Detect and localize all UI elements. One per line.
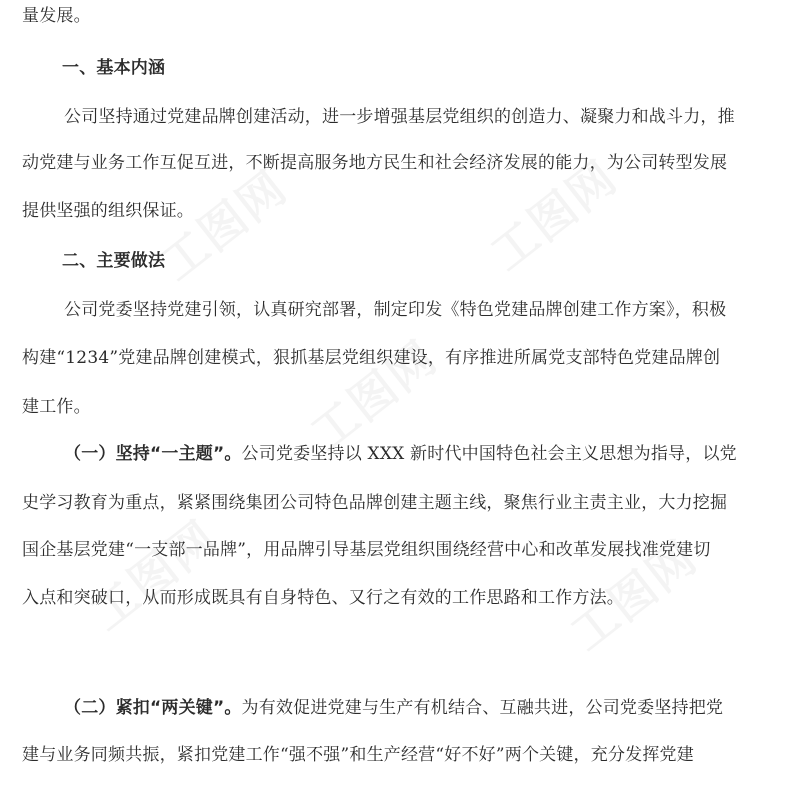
subsection-body: 为有效促进党建与生产有机结合、互融共进，公司党委坚持把党 xyxy=(241,698,724,718)
subsection-body: 公司党委坚持以 XXX 新时代中国特色社会主义思想为指导，以党 xyxy=(241,444,737,464)
text-line xyxy=(0,294,800,326)
text-line-content: 建与业务同频共振，紧扣党建工作“强不强”和生产经营“好不好”两个关键，充分发挥党建 xyxy=(22,745,694,765)
text-line xyxy=(0,582,800,614)
text-line xyxy=(0,692,800,724)
text-line-content: 构建“1234”党建品牌创建模式，狠抓基层党组织建设，有序推进所属党支部特色党建品牌创 xyxy=(22,348,721,368)
text-line-content: 公司党委坚持党建引领，认真研究部署，制定印发《特色党建品牌创建工作方案》，积极 xyxy=(64,300,727,320)
text-line-content: 提供坚强的组织保证。 xyxy=(22,201,194,221)
text-line-content: 史学习教育为重点，紧紧围绕集团公司特色品牌创建主题主线，聚焦行业主责主业，大力挖掘 xyxy=(22,493,728,513)
text-line xyxy=(0,147,800,179)
text-line xyxy=(0,342,800,374)
text-line-content xyxy=(64,692,723,724)
text-line xyxy=(0,101,800,133)
text-line-content: 动党建与业务工作互促互进，不断提高服务地方民生和社会经济发展的能力，为公司转型发展 xyxy=(22,153,728,173)
text-line-content: 公司坚持通过党建品牌创建活动，进一步增强基层党组织的创造力、凝聚力和战斗力，推 xyxy=(64,107,735,127)
section-heading-text: 一、基本内涵 xyxy=(62,58,166,78)
watermark xyxy=(75,503,229,644)
section-heading xyxy=(0,245,800,277)
text-line-content: 入点和突破口，从而形成既具有自身特色、又行之有效的工作思路和工作方法。 xyxy=(22,588,624,608)
text-line xyxy=(0,534,800,566)
text-line-content: 量发展。 xyxy=(22,6,91,26)
text-line xyxy=(0,391,800,423)
text-line xyxy=(0,487,800,519)
text-line xyxy=(0,438,800,470)
text-line-content: 国企基层党建“一支部一品牌”，用品牌引导基层党组织围绕经营中心和改革发展找准党建切 xyxy=(22,540,711,560)
text-line-content xyxy=(64,438,737,470)
subsection-title: （一）坚持“一主题”。 xyxy=(64,444,242,464)
text-line-content: 建工作。 xyxy=(22,397,91,417)
section-heading xyxy=(0,52,800,84)
subsection-title: （二）紧扣“两关键”。 xyxy=(64,698,242,718)
text-line xyxy=(0,195,800,227)
text-line xyxy=(0,0,800,32)
section-heading-text: 二、主要做法 xyxy=(62,251,166,271)
text-line xyxy=(0,739,800,771)
